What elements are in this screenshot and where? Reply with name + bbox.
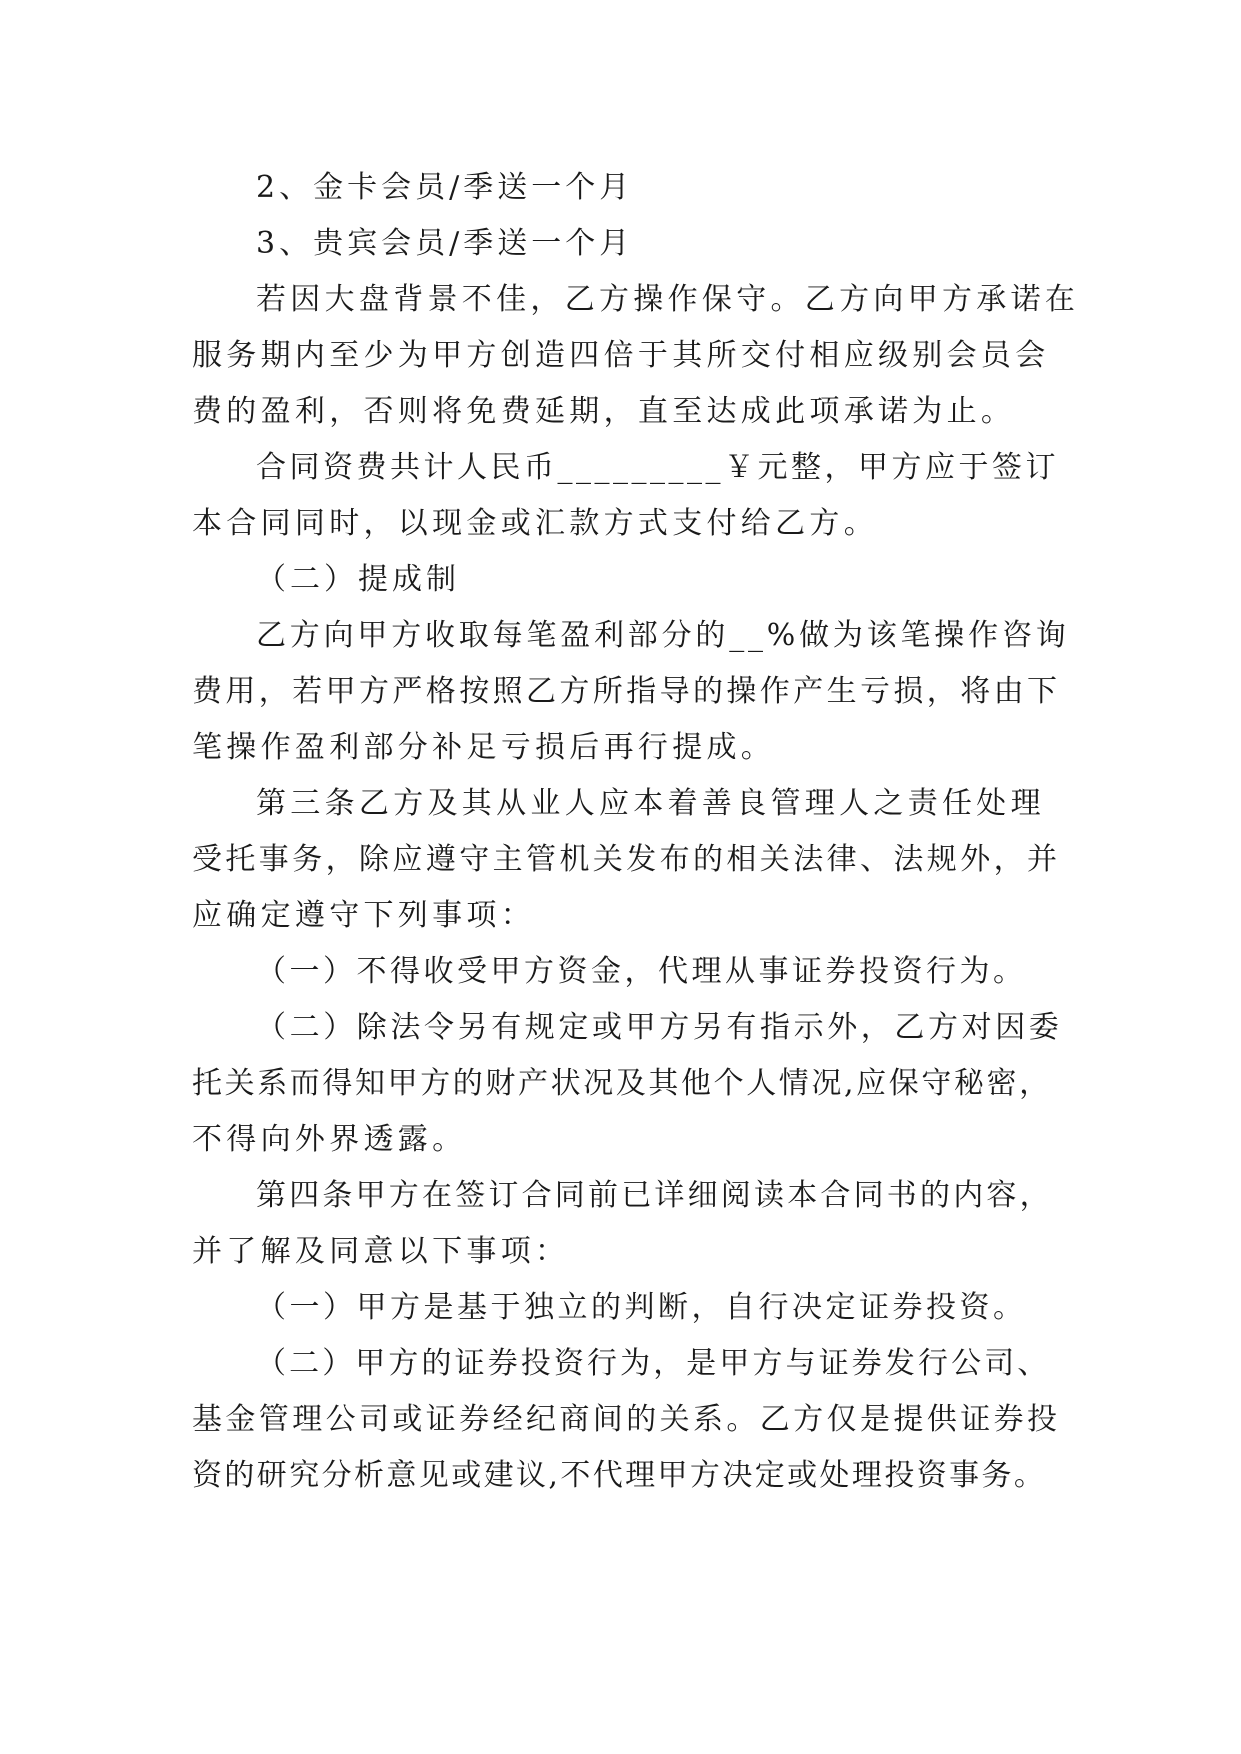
text-line: 第三条乙方及其从业人应本着善良管理人之责任处理 xyxy=(256,786,1045,821)
text-line: 应确定遵守下列事项： xyxy=(192,898,535,933)
text-line: 若因大盘背景不佳，乙方操作保守。乙方向甲方承诺在 xyxy=(256,282,1080,317)
paragraph xyxy=(192,272,1080,440)
text-line: 乙方向甲方收取每笔盈利部分的__%做为该笔操作咨询 xyxy=(256,618,1070,653)
text-line: 2、金卡会员/季送一个月 xyxy=(256,170,634,205)
text-line: 基金管理公司或证券经纪商间的关系。乙方仅是提供证券投 xyxy=(192,1402,1061,1437)
list-item xyxy=(192,160,1052,216)
text-line: 费用，若甲方严格按照乙方所指导的操作产生亏损，将由下 xyxy=(192,674,1061,709)
text-line: 并了解及同意以下事项： xyxy=(192,1234,570,1269)
text-line: （一）甲方是基于独立的判断，自行决定证券投资。 xyxy=(256,1290,1027,1325)
text-line: 受托事务，除应遵守主管机关发布的相关法律、法规外，并 xyxy=(192,842,1061,877)
text-line: 笔操作盈利部分补足亏损后再行提成。 xyxy=(192,730,776,765)
paragraph xyxy=(192,1336,1061,1504)
text-line: 3、贵宾会员/季送一个月 xyxy=(256,226,634,261)
text-line: 服务期内至少为甲方创造四倍于其所交付相应级别会员会 xyxy=(192,338,1050,373)
paragraph xyxy=(192,776,1061,944)
paragraph xyxy=(192,1000,1063,1168)
list-item xyxy=(192,1280,1052,1336)
section-heading xyxy=(192,552,1052,608)
paragraph xyxy=(192,608,1070,776)
list-item xyxy=(192,944,1052,1000)
text-line: 资的研究分析意见或建议,不代理甲方决定或处理投资事务。 xyxy=(192,1458,1047,1493)
text-line: （二）提成制 xyxy=(256,562,460,597)
paragraph xyxy=(192,440,1059,552)
text-line: （二）除法令另有规定或甲方另有指示外，乙方对因委 xyxy=(256,1010,1063,1045)
text-line: 合同资费共计人民币_________￥元整，甲方应于签订 xyxy=(256,450,1059,485)
paragraph xyxy=(192,1168,1052,1280)
text-line: （一）不得收受甲方资金，代理从事证券投资行为。 xyxy=(256,954,1027,989)
text-line: 本合同同时，以现金或汇款方式支付给乙方。 xyxy=(192,506,878,541)
list-item xyxy=(192,216,1052,272)
document-body xyxy=(192,160,1080,1504)
text-line: （二）甲方的证券投资行为，是甲方与证券发行公司、 xyxy=(256,1346,1051,1381)
text-line: 第四条甲方在签订合同前已详细阅读本合同书的内容， xyxy=(256,1178,1053,1213)
text-line: 托关系而得知甲方的财产状况及其他个人情况,应保守秘密， xyxy=(192,1066,1052,1101)
text-line: 费的盈利，否则将免费延期，直至达成此项承诺为止。 xyxy=(192,394,1016,429)
text-line: 不得向外界透露。 xyxy=(192,1122,467,1157)
